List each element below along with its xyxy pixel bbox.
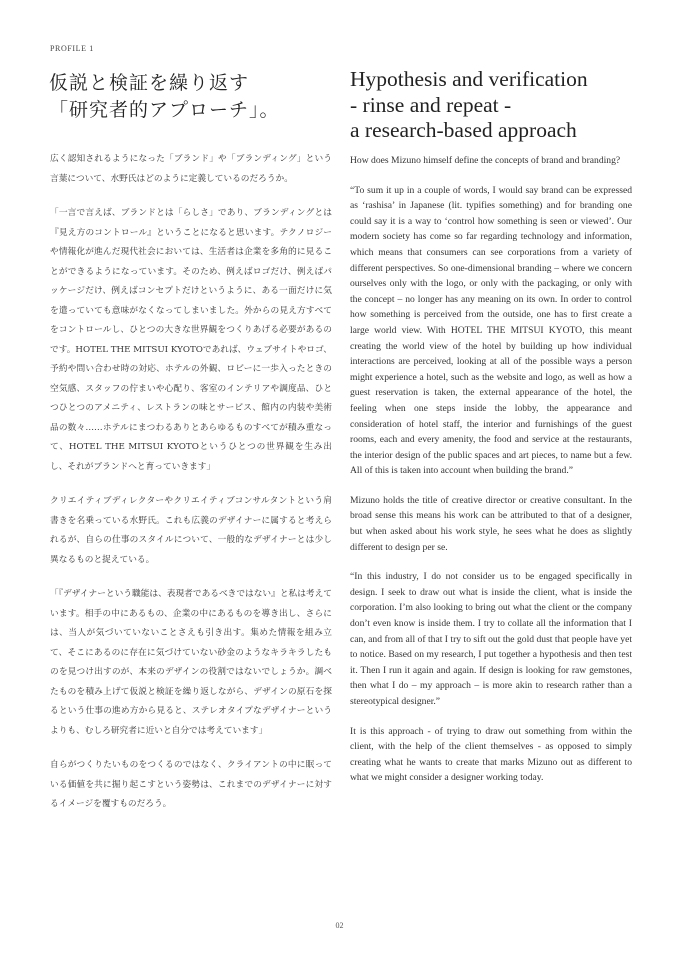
- japanese-paragraph: クリエイティブディレクターやクリエイティブコンサルタントという肩書きを名乗っている水野氏。これも広義のデザイナーに属すると考えられるが、自らの仕事のスタイルについて、一般的なデザイナーとは少し異なるものと捉えている。: [50, 496, 332, 565]
- english-paragraph: How does Mizuno himself define the concepts of brand and branding?: [350, 155, 621, 166]
- japanese-paragraph: 広く認知されるようになった「ブランド」や「ブランディング」という言葉について、水野氏はどのように定義しているのだろうか。: [50, 154, 332, 184]
- english-paragraph: “To sum it up in a couple of words, I would say brand can be expressed as ‘rashisa’ in Japanese (lit. typifies something) and for branding one could say it is a way to ‘control how something is seen or viewed’. Our modern society has come so far regarding technology and information, which means that consumers can see corporations from a variety of different perspectives. So one-dimensional branding – where we concern ourselves only with the logo, or only with the packaging, or only with the concept – no longer has any meaning on its own. In order to control how something is perceived from the outside, one has to first create a large world view. With HOTEL THE MITSUI KYOTO, this meant creating the world view of the hotel by building up how individual interactions are perceived, looking at all of the possible ways a person might experience a hotel, such as the website and logo, as well as how a guest reservation is taken, the external appearance of the hotel, the feeling when one steps inside the lobby, the appearance and consideration of hotel staff, the interior and furnishings of the guest rooms, each and every amenity, the food and service at the restaurants, the interior design of the public spaces and art pieces, to name but a few. All of this is taken into account when building the brand.”: [350, 184, 632, 477]
- page-number: 02: [335, 921, 344, 930]
- japanese-paragraph: 「一言で言えば、ブランドとは「らしさ」であり、ブランディングとは『見え方のコントロール』ということになると思います。テクノロジーや情報化が進んだ現代社会においては、生活者は企業を多角的に見ることができるようになっています。そのため、例えばロゴだけ、例えばパッケージだけ、例えばコンセプトだけというように、ある一面だけに気を遣っていても意味がなくなってしまいました。外からの見え方すべてをコントロールし、ひとつの大きな世界観をつくりあげる必要があるのです。HOTEL THE MITSUI KYOTOであれば、ウェブサイトやロゴ、予約や問い合わせ時の対応、ホテルの外観、ロビーに一歩入ったときの空気感、スタッフの佇まいや心配り、客室のインテリアや調度品、ひとつひとつのアメニティ、レストランの味とサービス、館内の内装や美術品の数々……ホテルにまつわるありとあらゆるものすべてが積み重なって、HOTEL THE MITSUI KYOTOというひとつの世界観を生み出し、それがブランドへと育っていきます」: [50, 208, 332, 472]
- english-paragraph: Mizuno holds the title of creative director or creative consultant. In the broad sense this means his work can be attributed to that of a designer, but when asked about his work style, he sees what he does as slightly different to design per se.: [350, 494, 632, 553]
- japanese-paragraph: 「『デザイナーという職能は、表現者であるべきではない』と私は考えています。相手の中にあるもの、企業の中にあるものを導き出し、さらには、当人が気づいていないことさえも引き出す。集めた情報を組み立て、そこにあるのに存在に気づけていない砂金のようなキラキラしたものを見つけ出すのが、本来のデザインの役割ではないでしょうか。調べたものを積み上げて仮説と検証を繰り返しながら、デザインの原石を探るという仕事の進め方から見ると、ステレオタイプなデザイナーというよりも、むしろ研究者に近いと自分では考えています」: [50, 589, 332, 736]
- japanese-title-line-2: 「研究者的アプローチ」。: [49, 99, 280, 121]
- japanese-paragraph: 自らがつくりたいものをつくるのではなく、クライアントの中に眠っている価値を共に掘り起こすという姿勢は、これまでのデザイナーに対するイメージを覆すものだろう。: [50, 760, 332, 809]
- japanese-body-column: [50, 150, 332, 830]
- english-title-line-3: a research-based approach: [350, 118, 577, 142]
- japanese-title-line-1: 仮説と検証を繰り返す: [49, 72, 250, 94]
- english-title: [350, 67, 640, 144]
- japanese-title: [49, 70, 329, 124]
- section-label: PROFILE 1: [50, 44, 94, 53]
- english-title-line-2: - rinse and repeat -: [350, 92, 512, 117]
- english-body-column: [350, 153, 632, 800]
- english-paragraph: It is this approach - of trying to draw out something from within the client, with the help of the client themselves - as opposed to simply creating what he wants to create that marks Mizuno out as different to what we might consider a designer working today.: [350, 725, 632, 784]
- english-title-line-1: Hypothesis and verification: [350, 67, 588, 91]
- english-paragraph: “In this industry, I do not consider us to be engaged specifically in design. I seek to draw out what is inside the client, what is inside the corporation. I’m also looking to bring out what the client or the company don’t even know is inside them. I try to collate all the information that I can, and from all of that I try to sift out the gold dust that people have yet to notice. Based on my research, I put together a hypothesis and then test it. Then I run it again and again. If design is looking for raw gemstones, then what I do – my approach – is more akin to research rather than a stereotypical designer.”: [350, 571, 632, 707]
